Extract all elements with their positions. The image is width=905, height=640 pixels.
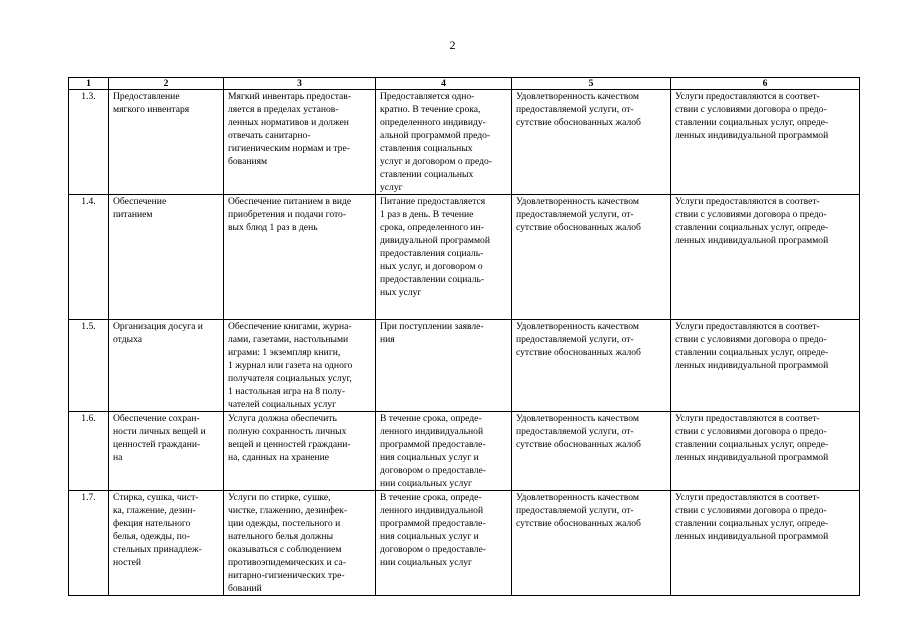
service-content: Обеспечение книгами, журна- лами, газетами, настольными играми: 1 экземпляр книги, 1 журнал или газета на одного получателя социальных услуг, 1 настольная игра на 8 полу- чателей социальных услуг [228,321,353,410]
row-number: 1.7. [69,491,109,596]
service-term: В течение срока, опреде- ленного индивидуальной программой предоставле- ния социальных услуг и договором о предоставле- нии социальных услуг [380,413,486,489]
service-name-cell [109,491,224,596]
service-conditions-cell [671,320,860,412]
service-quality: Удовлетворенность качеством предоставляемой услуги, от- сутствие обоснованных жалоб [516,321,641,358]
service-term-cell [376,320,512,412]
service-quality-cell [512,320,671,412]
service-conditions-cell [671,195,860,320]
service-term-cell [376,412,512,491]
service-content: Услуга должна обеспечить полную сохранность личных вещей и ценностей граждани- на, сданных на хранение [228,413,351,463]
service-name: Организация досуга и отдыха [113,321,203,345]
column-header: 5 [512,78,671,90]
service-term: При поступлении заявле- ния [380,321,484,345]
service-content: Мягкий инвентарь предостав- ляется в пределах установ- ленных нормативов и должен отвечать санитарно- гигиеническим нормам и тре- бованиям [228,91,352,167]
service-conditions: Услуги предоставляются в соответ- ствии с условиями договора о предо- ставлении социальных услуг, опреде- ленных индивидуальной программой [675,413,829,463]
header-row [69,78,860,90]
table-row [69,491,860,596]
services-table [68,77,860,596]
service-conditions-cell [671,491,860,596]
service-name-cell [109,320,224,412]
service-conditions-cell [671,412,860,491]
service-conditions: Услуги предоставляются в соответ- ствии с условиями договора о предо- ставлении социальных услуг, опреде- ленных индивидуальной программой [675,196,829,246]
service-term-cell [376,491,512,596]
service-name: Обеспечение сохран- ности личных вещей и ценностей граждани- на [113,413,206,463]
service-quality-cell [512,195,671,320]
service-quality: Удовлетворенность качеством предоставляемой услуги, от- сутствие обоснованных жалоб [516,413,641,450]
row-number: 1.6. [69,412,109,491]
page-number: 2 [449,38,456,52]
table-row [69,320,860,412]
service-content-cell [224,90,376,195]
service-name: Стирка, сушка, чист- ка, глажение, дезин- фекция нательного белья, одежды, по- стельных принадлеж- ностей [113,492,202,568]
service-term: Питание предоставляется 1 раз в день. В течение срока, определенного ин- дивидуальной программой предоставления социаль- ных услуг, и договором о предоставлении социаль- ных услуг [380,196,490,298]
service-term: В течение срока, опреде- ленного индивидуальной программой предоставле- ния социальных услуг и договором о предоставле- нии социальных услуг [380,492,486,568]
service-quality: Удовлетворенность качеством предоставляемой услуги, от- сутствие обоснованных жалоб [516,91,641,128]
service-quality-cell [512,90,671,195]
service-term-cell [376,195,512,320]
service-conditions: Услуги предоставляются в соответ- ствии с условиями договора о предо- ставлении социальных услуг, опреде- ленных индивидуальной программой [675,91,829,141]
service-quality: Удовлетворенность качеством предоставляемой услуги, от- сутствие обоснованных жалоб [516,492,641,529]
service-content: Услуги по стирке, сушке, чистке, глажению, дезинфек- ции одежды, постельного и нательного белья должны оказываться с соблюдением противоэпидемических и са- нитарно-гигиенических тре- бований [228,492,348,594]
service-name-cell [109,195,224,320]
column-header: 3 [224,78,376,90]
row-number: 1.3. [69,90,109,195]
table-row [69,90,860,195]
service-name: Предоставление мягкого инвентаря [113,91,190,115]
service-content-cell [224,195,376,320]
service-conditions: Услуги предоставляются в соответ- ствии с условиями договора о предо- ставлении социальных услуг, опреде- ленных индивидуальной программой [675,492,829,542]
service-conditions: Услуги предоставляются в соответ- ствии с условиями договора о предо- ставлении социальных услуг, опреде- ленных индивидуальной программой [675,321,829,371]
service-term-cell [376,90,512,195]
service-quality-cell [512,491,671,596]
column-header: 2 [109,78,224,90]
service-quality: Удовлетворенность качеством предоставляемой услуги, от- сутствие обоснованных жалоб [516,196,641,233]
table-row [69,195,860,320]
service-quality-cell [512,412,671,491]
service-name: Обеспечение питанием [113,196,167,220]
service-content-cell [224,491,376,596]
service-name-cell [109,412,224,491]
service-conditions-cell [671,90,860,195]
service-term: Предоставляется одно- кратно. В течение срока, определенного индивиду- альной программой предо- ставления социальных услуг и договором о предо- ставлении социальных услуг [380,91,492,193]
service-content-cell [224,412,376,491]
row-number: 1.5. [69,320,109,412]
table-row [69,412,860,491]
service-content: Обеспечение питанием в виде приобретения и подачи гото- вых блюд 1 раз в день [228,196,352,233]
service-content-cell [224,320,376,412]
service-name-cell [109,90,224,195]
column-header: 4 [376,78,512,90]
row-number: 1.4. [69,195,109,320]
column-header: 6 [671,78,860,90]
column-header: 1 [69,78,109,90]
